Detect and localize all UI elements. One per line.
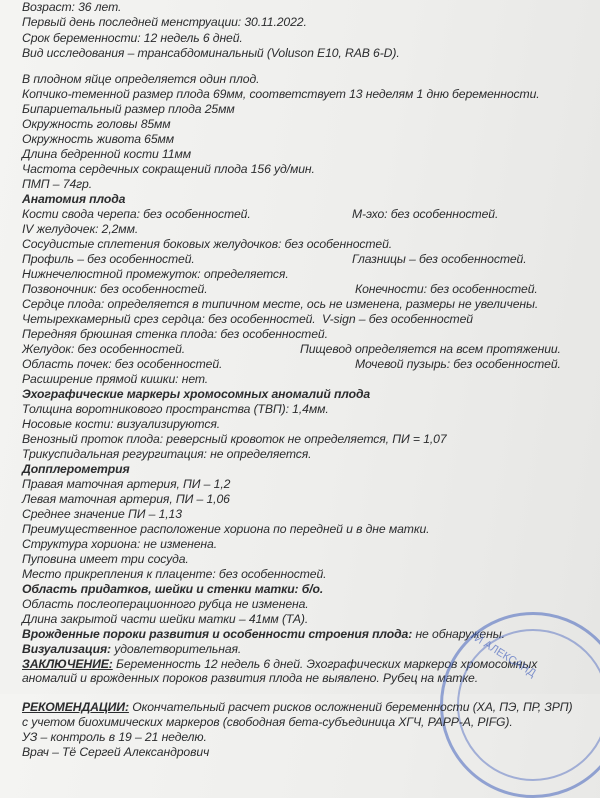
cervix-line: Длина закрытой части шейки матки – 41мм (ТА). (22, 612, 309, 626)
ventricle-line: IV желудочек: 2,2мм. (22, 222, 139, 236)
crl-line: Копчико-теменной размер плода 69мм, соответствует 13 неделям 1 дню беременности. (22, 87, 540, 101)
limbs-line: Конечности: без особенностей. (355, 282, 538, 296)
visualization-line (22, 642, 241, 657)
right-uterine-artery-line: Правая маточная артерия, ПИ – 1,2 (22, 477, 231, 491)
anatomy-heading: Анатомия плода (22, 192, 126, 206)
heart-rate-line: Частота сердечных сокращений плода 156 уд/мин. (22, 162, 315, 176)
recommendations-text-1: Окончательный расчет рисков осложнений беременности (ХА, ПЭ, ПР, ЗРП) (128, 700, 573, 714)
nt-line: Толщина воротникового пространства (ТВП): 1,4мм. (22, 402, 329, 416)
doppler-heading: Допплерометрия (22, 462, 130, 476)
efw-line: ПМП – 74гр. (22, 177, 92, 191)
skull-line: Кости свода черепа: без особенностей. (22, 207, 251, 221)
orbits-line: Глазницы – без особенностей. (352, 252, 527, 266)
heart-line: Сердце плода: определяется в типичном месте, ось не изменена, размеры не увеличены. (22, 297, 539, 311)
study-type-line: Вид исследования – трансабдоминальный (Voluson E10, RAB 6-D). (22, 46, 400, 60)
chorion-structure-line: Структура хориона: не изменена. (22, 537, 217, 551)
cord-insertion-line: Место прикрепления к плаценте: без особенностей. (22, 567, 327, 581)
visualization-value: удовлетворительная. (110, 642, 242, 656)
recommendations-line-1 (22, 700, 572, 715)
umbilical-cord-line: Пуповина имеет три сосуда. (22, 552, 189, 566)
defects-label: Врожденные пороки развития и особенности строения плода: (22, 627, 413, 641)
recommendations-label: РЕКОМЕНДАЦИИ: (22, 700, 129, 714)
m-echo-line: М-эхо: без особенностей. (352, 207, 499, 221)
markers-heading: Эхографические маркеры хромосомных аномалий плода (22, 387, 371, 401)
stamp-text: Й АЛЕКСАНД (472, 632, 538, 680)
nasal-bones-line: Носовые кости: визуализируются. (22, 417, 221, 431)
tricuspid-line: Трикуспидальная регургитация: не определяется. (22, 447, 312, 461)
fl-line: Длина бедренной кости 11мм (22, 147, 191, 161)
plexus-line: Сосудистые сплетения боковых желудочков: без особенностей. (22, 237, 393, 251)
kidneys-line: Область почек: без особенностей. (22, 357, 223, 371)
stomach-line: Желудок: без особенностей. (22, 342, 186, 356)
defects-value: не обнаружены. (412, 627, 505, 641)
rectum-line: Расширение прямой кишки: нет. (22, 372, 209, 386)
conclusion-line-2: аномалий и врожденных пороков развития плода не выявлено. Рубец на матке. (22, 671, 478, 685)
left-uterine-artery-line: Левая маточная артерия, ПИ – 1,06 (22, 492, 230, 506)
age-line: Возраст: 36 лет. (22, 0, 122, 14)
bpd-line: Бипариетальный размер плода 25мм (22, 102, 235, 116)
mean-pi-line: Среднее значение ПИ – 1,13 (22, 507, 182, 521)
four-chamber-line: Четырехкамерный срез сердца: без особенностей. (22, 312, 316, 326)
esophagus-line: Пищевод определяется на всем протяжении. (300, 342, 561, 356)
adnexa-heading: Область придатков, шейки и стенки матки: б/о. (22, 582, 324, 596)
abdominal-wall-line: Передняя брюшная стенка плода: без особенностей. (22, 327, 328, 341)
one-fetus-line: В плодном яйце определяется один плод. (22, 72, 260, 86)
recommendations-line-2: с учетом биохимических маркеров (свободная бета-субъединица ХГЧ, PAPP-A, PIFG). (22, 715, 513, 729)
chorion-location-line: Преимущественное расположение хориона по передней и в дне матки. (22, 522, 430, 536)
term-line: Срок беременности: 12 недель 6 дней. (22, 31, 243, 45)
bladder-line: Мочевой пузырь: без особенностей. (355, 357, 561, 371)
lmp-line: Первый день последней менструации: 30.11.2022. (22, 15, 307, 29)
conclusion-text-1: Беременность 12 недель 6 дней. Эхографических маркеров хромосомных (112, 657, 538, 671)
follow-up-line: УЗ – контроль в 19 – 21 неделю. (22, 730, 207, 744)
conclusion-label: ЗАКЛЮЧЕНИЕ: (22, 657, 113, 671)
visualization-label: Визуализация: (22, 642, 111, 656)
hc-line: Окружность головы 85мм (22, 117, 171, 131)
ac-line: Окружность живота 65мм (22, 132, 175, 146)
profile-line: Профиль – без особенностей. (22, 252, 195, 266)
v-sign-line: V-sign – без особенностей (322, 312, 473, 326)
doctor-signature-line: Врач – Тё Сергей Александрович (22, 745, 210, 759)
defects-line (22, 627, 505, 642)
ductus-venosus-line: Венозный проток плода: реверсный кровоток не определяется, ПИ = 1,07 (22, 432, 447, 446)
jaw-line: Нижнечелюстной промежуток: определяется. (22, 267, 289, 281)
scar-line: Область послеоперационного рубца не изменена. (22, 597, 309, 611)
spine-line: Позвоночник: без особенностей. (22, 282, 208, 296)
